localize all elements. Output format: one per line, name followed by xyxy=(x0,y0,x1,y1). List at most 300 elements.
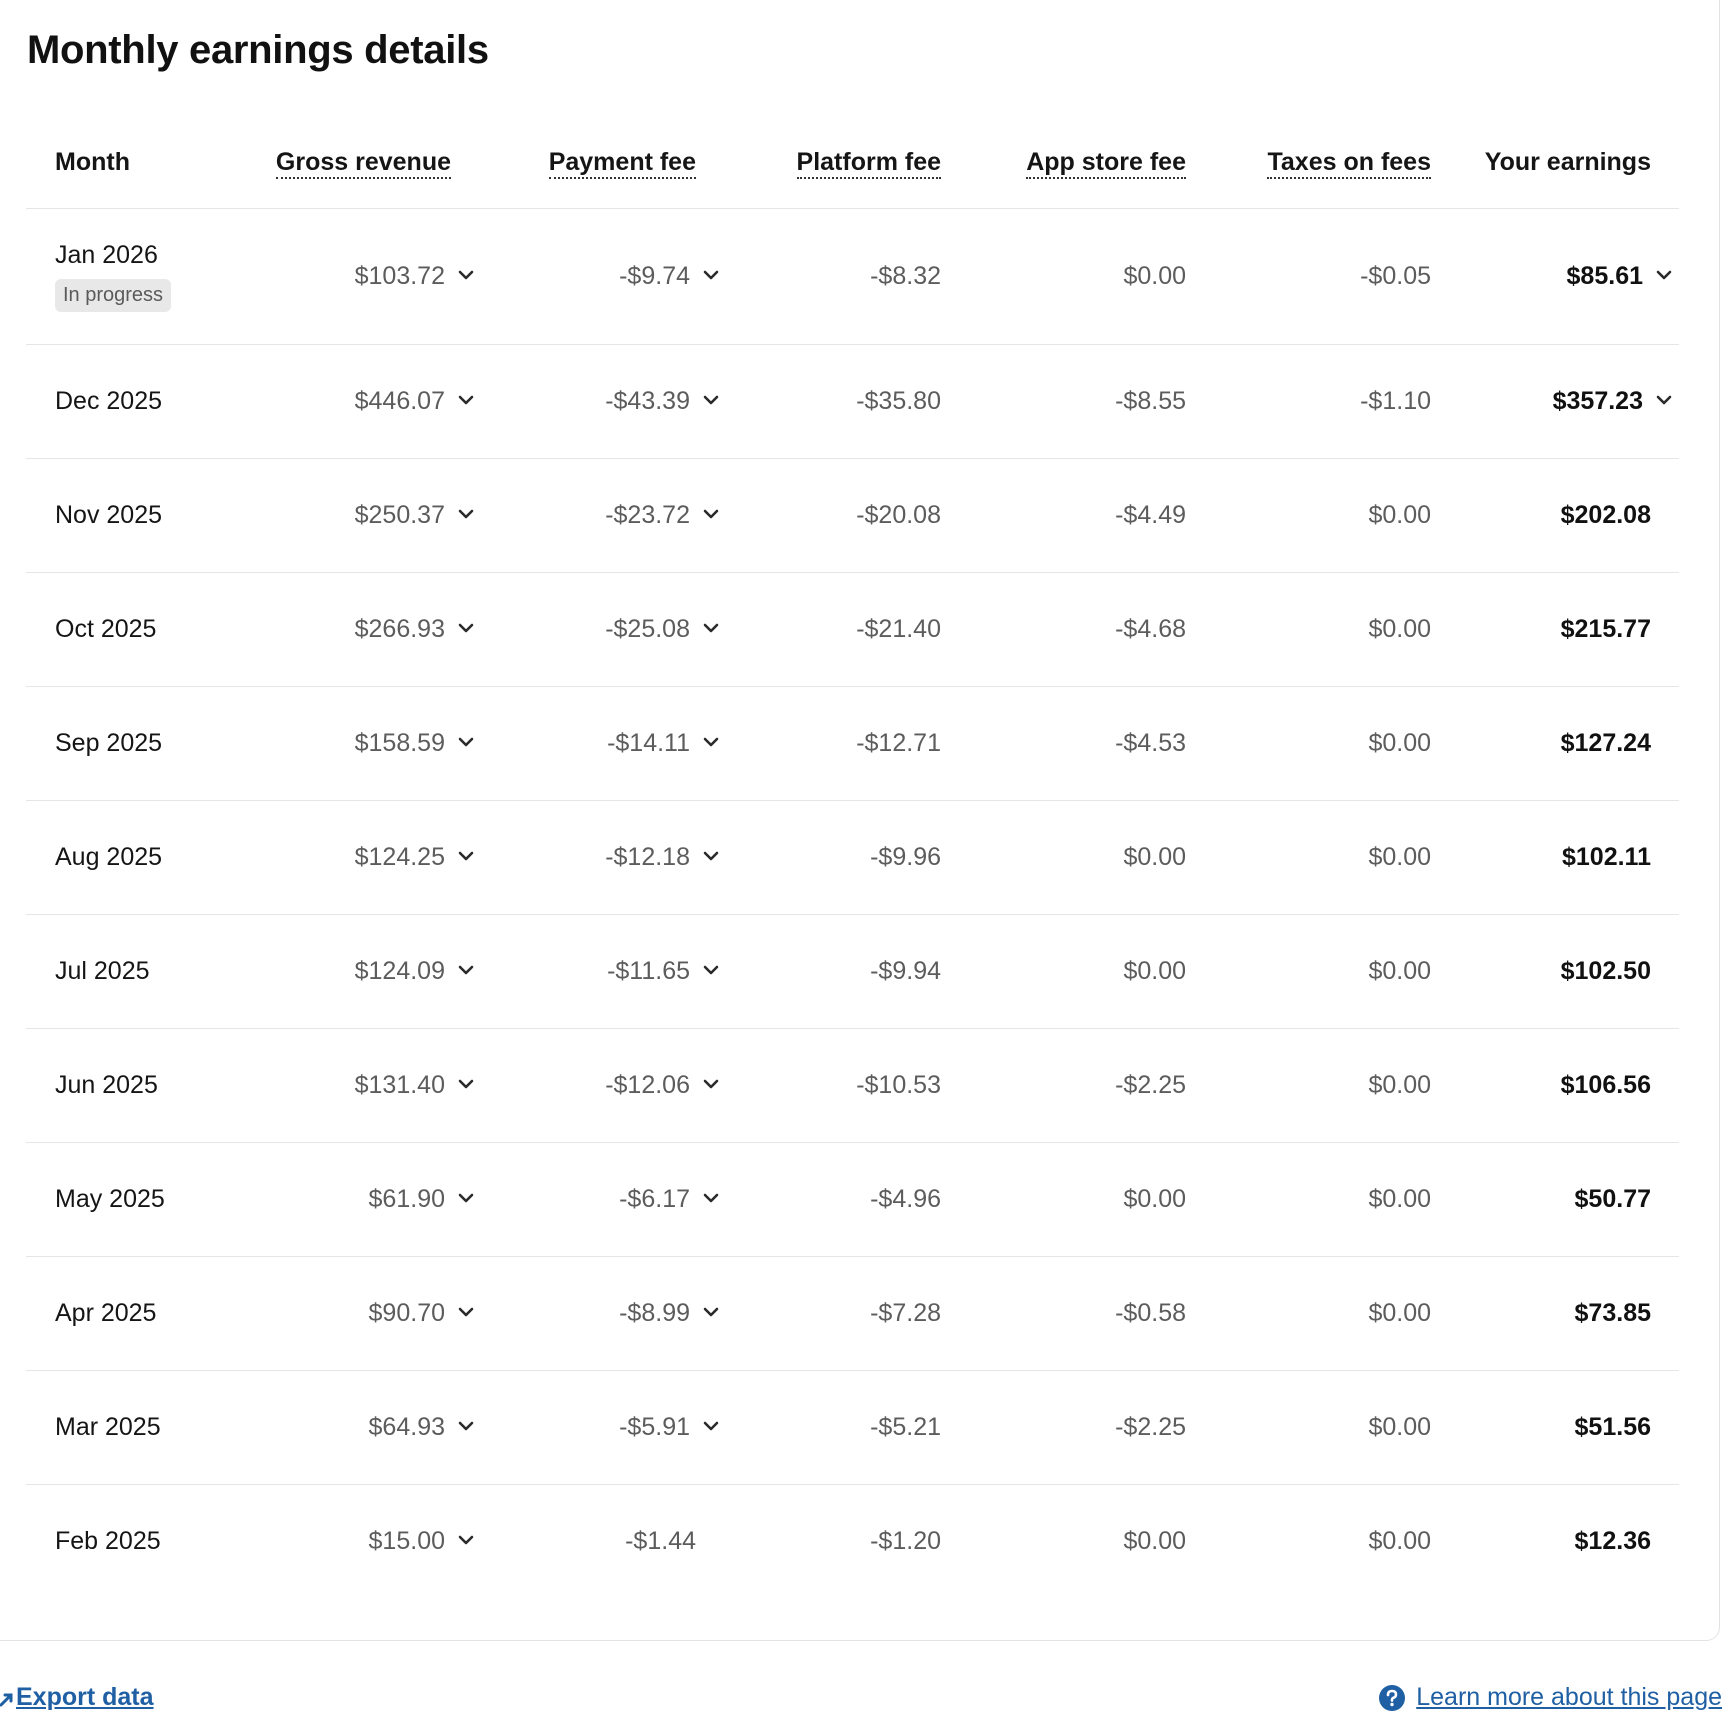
export-data-link-group[interactable] xyxy=(0,1683,154,1712)
header-app-store-fee[interactable] xyxy=(971,118,1216,208)
chevron-down-icon[interactable] xyxy=(696,1414,726,1440)
gross-revenue-value-wrap xyxy=(355,501,481,530)
your-earnings-value-wrap xyxy=(1561,1071,1651,1100)
app-store-fee-cell xyxy=(971,344,1216,458)
platform-fee-cell xyxy=(726,1484,971,1598)
your-earnings-value-wrap xyxy=(1553,387,1679,416)
gross-revenue-value: $124.09 xyxy=(354,956,445,985)
app-store-fee-cell xyxy=(971,686,1216,800)
taxes-on-fees-value: $0.00 xyxy=(1368,728,1431,757)
platform-fee-value: -$9.94 xyxy=(870,956,941,985)
gross-revenue-value-wrap xyxy=(355,615,481,644)
your-earnings-value-wrap xyxy=(1562,843,1651,872)
platform-fee-value-wrap xyxy=(856,387,941,416)
gross-revenue-value: $61.90 xyxy=(368,1184,445,1213)
payment-fee-value: -$12.18 xyxy=(605,842,690,871)
your-earnings-value: $102.50 xyxy=(1560,956,1651,985)
chevron-down-icon[interactable] xyxy=(696,616,726,642)
payment-fee-value-wrap xyxy=(605,387,726,416)
platform-fee-cell xyxy=(726,208,971,344)
table-header-row xyxy=(26,118,1679,208)
platform-fee-cell xyxy=(726,572,971,686)
your-earnings-value: $50.77 xyxy=(1574,1184,1651,1213)
app-store-fee-value-wrap xyxy=(1123,1527,1186,1556)
platform-fee-value: -$9.96 xyxy=(870,842,941,871)
chevron-down-icon[interactable] xyxy=(696,1186,726,1212)
platform-fee-value-wrap xyxy=(856,501,941,530)
payment-fee-cell xyxy=(481,1484,726,1598)
month-cell xyxy=(26,1256,236,1370)
gross-revenue-value: $103.72 xyxy=(354,261,445,290)
app-store-fee-value: $0.00 xyxy=(1123,1526,1186,1555)
taxes-on-fees-value: $0.00 xyxy=(1368,1412,1431,1441)
month-label: Mar 2025 xyxy=(55,1412,161,1441)
taxes-on-fees-cell xyxy=(1216,1256,1461,1370)
table-row xyxy=(26,1256,1679,1370)
payment-fee-value: -$25.08 xyxy=(605,614,690,643)
app-store-fee-cell xyxy=(971,1484,1216,1598)
month-cell xyxy=(26,1484,236,1598)
taxes-on-fees-value-wrap xyxy=(1368,1413,1431,1442)
your-earnings-value: $202.08 xyxy=(1560,500,1651,529)
month-label: Nov 2025 xyxy=(55,500,163,529)
chevron-down-icon[interactable] xyxy=(451,263,481,289)
month-cell xyxy=(26,208,236,344)
chevron-down-icon[interactable] xyxy=(696,1072,726,1098)
taxes-on-fees-value-wrap xyxy=(1368,1299,1431,1328)
payment-fee-value-wrap xyxy=(619,1299,726,1328)
your-earnings-cell xyxy=(1461,1142,1679,1256)
chevron-down-icon[interactable] xyxy=(696,502,726,528)
header-payment-fee[interactable] xyxy=(481,118,726,208)
header-payment-fee-label[interactable]: Payment fee xyxy=(549,148,696,179)
your-earnings-value-wrap xyxy=(1561,729,1651,758)
payment-fee-value-wrap xyxy=(605,843,726,872)
app-store-fee-cell xyxy=(971,1028,1216,1142)
payment-fee-cell[interactable] xyxy=(481,1256,726,1370)
app-store-fee-value-wrap xyxy=(1123,1185,1186,1214)
gross-revenue-cell[interactable] xyxy=(236,686,481,800)
gross-revenue-value-wrap xyxy=(369,1527,481,1556)
payment-fee-value: -$8.99 xyxy=(619,1298,690,1327)
taxes-on-fees-value: $0.00 xyxy=(1368,842,1431,871)
month-cell xyxy=(26,572,236,686)
your-earnings-value: $106.56 xyxy=(1560,1070,1651,1099)
chevron-down-icon[interactable] xyxy=(451,388,481,414)
payment-fee-value: -$5.91 xyxy=(619,1412,690,1441)
month-label: Apr 2025 xyxy=(55,1298,157,1327)
platform-fee-value-wrap xyxy=(870,1299,941,1328)
platform-fee-value-wrap xyxy=(870,1185,941,1214)
payment-fee-cell[interactable] xyxy=(481,208,726,344)
table-row xyxy=(26,1028,1679,1142)
your-earnings-cell[interactable] xyxy=(1461,208,1679,344)
taxes-on-fees-value: -$0.05 xyxy=(1360,261,1431,290)
gross-revenue-value-wrap xyxy=(355,729,481,758)
payment-fee-value: -$6.17 xyxy=(619,1184,690,1213)
your-earnings-cell xyxy=(1461,1028,1679,1142)
taxes-on-fees-cell xyxy=(1216,458,1461,572)
taxes-on-fees-value: -$1.10 xyxy=(1360,386,1431,415)
your-earnings-value: $73.85 xyxy=(1574,1298,1651,1327)
taxes-on-fees-value: $0.00 xyxy=(1368,956,1431,985)
app-store-fee-value-wrap xyxy=(1115,1071,1186,1100)
chevron-down-icon[interactable] xyxy=(696,958,726,984)
table-row xyxy=(26,458,1679,572)
app-store-fee-value-wrap xyxy=(1123,957,1186,986)
payment-fee-value-wrap xyxy=(619,1413,726,1442)
platform-fee-cell xyxy=(726,914,971,1028)
gross-revenue-value-wrap xyxy=(369,1299,481,1328)
your-earnings-cell xyxy=(1461,800,1679,914)
month-label: Aug 2025 xyxy=(55,842,163,871)
payment-fee-value: -$14.11 xyxy=(607,728,690,757)
gross-revenue-value: $64.93 xyxy=(368,1412,445,1441)
app-store-fee-value: $0.00 xyxy=(1123,1184,1186,1213)
platform-fee-value: -$20.08 xyxy=(856,500,941,529)
your-earnings-cell xyxy=(1461,1484,1679,1598)
payment-fee-value-wrap xyxy=(605,1071,726,1100)
learn-more-link[interactable]: Learn more about this page xyxy=(1416,1683,1722,1711)
platform-fee-value-wrap xyxy=(870,1527,941,1556)
your-earnings-value-wrap xyxy=(1567,262,1679,291)
app-store-fee-value-wrap xyxy=(1123,262,1186,291)
month-cell xyxy=(26,458,236,572)
app-store-fee-value-wrap xyxy=(1115,1299,1186,1328)
your-earnings-value-wrap xyxy=(1561,615,1651,644)
taxes-on-fees-value-wrap xyxy=(1360,262,1431,291)
gross-revenue-cell[interactable] xyxy=(236,914,481,1028)
your-earnings-cell xyxy=(1461,572,1679,686)
app-store-fee-value: -$2.25 xyxy=(1115,1412,1186,1441)
chevron-down-icon[interactable] xyxy=(696,730,726,756)
table-row xyxy=(26,800,1679,914)
platform-fee-value: -$12.71 xyxy=(856,728,941,757)
app-store-fee-value: $0.00 xyxy=(1123,261,1186,290)
app-store-fee-value: -$0.58 xyxy=(1115,1298,1186,1327)
gross-revenue-value: $90.70 xyxy=(368,1298,445,1327)
platform-fee-cell xyxy=(726,1028,971,1142)
your-earnings-value: $127.24 xyxy=(1560,728,1651,757)
month-cell xyxy=(26,344,236,458)
platform-fee-value: -$8.32 xyxy=(870,261,941,290)
gross-revenue-value: $446.07 xyxy=(354,386,445,415)
chevron-down-icon[interactable] xyxy=(1649,388,1679,414)
app-store-fee-value: -$4.49 xyxy=(1115,500,1186,529)
platform-fee-value-wrap xyxy=(856,615,941,644)
your-earnings-cell xyxy=(1461,458,1679,572)
taxes-on-fees-value: $0.00 xyxy=(1368,1526,1431,1555)
taxes-on-fees-value: $0.00 xyxy=(1368,614,1431,643)
taxes-on-fees-value-wrap xyxy=(1360,387,1431,416)
platform-fee-cell xyxy=(726,800,971,914)
gross-revenue-cell[interactable] xyxy=(236,1484,481,1598)
app-store-fee-cell xyxy=(971,458,1216,572)
app-store-fee-cell xyxy=(971,1370,1216,1484)
your-earnings-value: $357.23 xyxy=(1552,386,1643,415)
payment-fee-cell[interactable] xyxy=(481,1028,726,1142)
payment-fee-value-wrap xyxy=(605,501,726,530)
payment-fee-value-wrap xyxy=(607,729,726,758)
payment-fee-cell[interactable] xyxy=(481,458,726,572)
payment-fee-value-wrap xyxy=(625,1527,696,1556)
your-earnings-value: $215.77 xyxy=(1560,614,1651,643)
platform-fee-cell xyxy=(726,1370,971,1484)
header-gross-revenue[interactable] xyxy=(236,118,481,208)
gross-revenue-cell[interactable] xyxy=(236,1256,481,1370)
month-cell xyxy=(26,914,236,1028)
gross-revenue-value-wrap xyxy=(369,1185,481,1214)
taxes-on-fees-value-wrap xyxy=(1368,1527,1431,1556)
app-store-fee-value-wrap xyxy=(1115,729,1186,758)
header-taxes-on-fees-label[interactable]: Taxes on fees xyxy=(1267,148,1431,179)
chevron-down-icon[interactable] xyxy=(451,1072,481,1098)
chevron-down-icon[interactable] xyxy=(451,502,481,528)
earnings-table-wrapper xyxy=(26,118,1679,1598)
your-earnings-value: $12.36 xyxy=(1574,1526,1651,1555)
header-your-earnings: Your earnings xyxy=(1484,148,1651,177)
app-store-fee-cell xyxy=(971,914,1216,1028)
chevron-down-icon[interactable] xyxy=(451,1414,481,1440)
taxes-on-fees-value: $0.00 xyxy=(1368,1070,1431,1099)
taxes-on-fees-value-wrap xyxy=(1368,843,1431,872)
month-label: Feb 2025 xyxy=(55,1526,161,1555)
taxes-on-fees-cell xyxy=(1216,914,1461,1028)
platform-fee-cell xyxy=(726,458,971,572)
chevron-down-icon[interactable] xyxy=(451,958,481,984)
table-body xyxy=(26,208,1679,1598)
month-label: Dec 2025 xyxy=(55,386,163,415)
your-earnings-cell[interactable] xyxy=(1461,344,1679,458)
app-store-fee-cell xyxy=(971,1256,1216,1370)
taxes-on-fees-value-wrap xyxy=(1368,729,1431,758)
gross-revenue-cell[interactable] xyxy=(236,1370,481,1484)
gross-revenue-value-wrap xyxy=(369,1413,481,1442)
platform-fee-value: -$21.40 xyxy=(856,614,941,643)
export-data-link[interactable]: Export data xyxy=(16,1683,154,1711)
table-row xyxy=(26,914,1679,1028)
month-cell xyxy=(26,1028,236,1142)
platform-fee-value-wrap xyxy=(870,262,941,291)
header-platform-fee[interactable] xyxy=(726,118,971,208)
payment-fee-value: -$43.39 xyxy=(605,386,690,415)
header-gross-revenue-label[interactable]: Gross revenue xyxy=(276,148,451,179)
payment-fee-value: -$1.44 xyxy=(625,1526,696,1555)
payment-fee-value-wrap xyxy=(607,957,726,986)
payment-fee-cell[interactable] xyxy=(481,572,726,686)
payment-fee-value-wrap xyxy=(619,1185,726,1214)
platform-fee-value-wrap xyxy=(870,843,941,872)
your-earnings-cell xyxy=(1461,1256,1679,1370)
payment-fee-cell[interactable] xyxy=(481,800,726,914)
gross-revenue-cell[interactable] xyxy=(236,208,481,344)
month-label: Jul 2025 xyxy=(55,956,150,985)
chevron-down-icon[interactable] xyxy=(451,1300,481,1326)
table-row xyxy=(26,686,1679,800)
your-earnings-value-wrap xyxy=(1575,1527,1651,1556)
status-badge: In progress xyxy=(55,279,171,312)
gross-revenue-cell[interactable] xyxy=(236,800,481,914)
question-circle-icon xyxy=(1378,1684,1406,1712)
platform-fee-value-wrap xyxy=(870,957,941,986)
your-earnings-value: $102.11 xyxy=(1562,842,1651,871)
payment-fee-cell[interactable] xyxy=(481,1370,726,1484)
platform-fee-value: -$35.80 xyxy=(856,386,941,415)
taxes-on-fees-cell xyxy=(1216,1370,1461,1484)
chevron-down-icon[interactable] xyxy=(451,844,481,870)
export-arrow-icon xyxy=(0,1687,16,1709)
payment-fee-cell[interactable] xyxy=(481,344,726,458)
platform-fee-value: -$4.96 xyxy=(870,1184,941,1213)
gross-revenue-value: $124.25 xyxy=(354,842,445,871)
month-cell xyxy=(26,800,236,914)
taxes-on-fees-value-wrap xyxy=(1368,1071,1431,1100)
taxes-on-fees-cell xyxy=(1216,800,1461,914)
app-store-fee-value-wrap xyxy=(1115,1413,1186,1442)
taxes-on-fees-value-wrap xyxy=(1368,1185,1431,1214)
taxes-on-fees-cell xyxy=(1216,572,1461,686)
your-earnings-value-wrap xyxy=(1575,1185,1651,1214)
month-label: Sep 2025 xyxy=(55,728,163,757)
your-earnings-value-wrap xyxy=(1575,1299,1651,1328)
gross-revenue-value-wrap xyxy=(355,957,481,986)
platform-fee-value: -$1.20 xyxy=(870,1526,941,1555)
gross-revenue-cell[interactable] xyxy=(236,572,481,686)
platform-fee-cell xyxy=(726,344,971,458)
payment-fee-cell[interactable] xyxy=(481,686,726,800)
payment-fee-value: -$23.72 xyxy=(605,500,690,529)
gross-revenue-cell[interactable] xyxy=(236,1142,481,1256)
table-row xyxy=(26,1142,1679,1256)
taxes-on-fees-value-wrap xyxy=(1368,615,1431,644)
gross-revenue-value: $131.40 xyxy=(354,1070,445,1099)
chevron-down-icon[interactable] xyxy=(696,263,726,289)
taxes-on-fees-value: $0.00 xyxy=(1368,500,1431,529)
chevron-down-icon[interactable] xyxy=(696,844,726,870)
app-store-fee-value-wrap xyxy=(1115,387,1186,416)
taxes-on-fees-value-wrap xyxy=(1368,501,1431,530)
chevron-down-icon[interactable] xyxy=(451,616,481,642)
platform-fee-value: -$10.53 xyxy=(856,1070,941,1099)
month-label: Jan 2026 xyxy=(55,240,158,269)
header-platform-fee-label[interactable]: Platform fee xyxy=(797,148,941,179)
chevron-down-icon[interactable] xyxy=(1649,263,1679,289)
table-row xyxy=(26,344,1679,458)
payment-fee-cell[interactable] xyxy=(481,1142,726,1256)
app-store-fee-value: -$8.55 xyxy=(1115,386,1186,415)
taxes-on-fees-value-wrap xyxy=(1368,957,1431,986)
app-store-fee-value: $0.00 xyxy=(1123,956,1186,985)
gross-revenue-value: $250.37 xyxy=(354,500,445,529)
month-cell xyxy=(26,1142,236,1256)
month-label: May 2025 xyxy=(55,1184,165,1213)
platform-fee-cell xyxy=(726,1142,971,1256)
chevron-down-icon[interactable] xyxy=(451,1186,481,1212)
payment-fee-value: -$12.06 xyxy=(605,1070,690,1099)
chevron-down-icon[interactable] xyxy=(451,730,481,756)
gross-revenue-cell[interactable] xyxy=(236,458,481,572)
app-store-fee-value-wrap xyxy=(1123,843,1186,872)
taxes-on-fees-cell xyxy=(1216,1142,1461,1256)
table-row xyxy=(26,572,1679,686)
app-store-fee-value: -$2.25 xyxy=(1115,1070,1186,1099)
chevron-down-icon[interactable] xyxy=(696,388,726,414)
platform-fee-value: -$7.28 xyxy=(870,1298,941,1327)
table-row xyxy=(26,208,1679,344)
app-store-fee-cell xyxy=(971,800,1216,914)
your-earnings-cell xyxy=(1461,914,1679,1028)
platform-fee-cell xyxy=(726,686,971,800)
header-taxes-on-fees[interactable] xyxy=(1216,118,1461,208)
platform-fee-cell xyxy=(726,1256,971,1370)
help-link-group[interactable] xyxy=(1378,1683,1722,1712)
table-row xyxy=(26,1484,1679,1598)
table-row xyxy=(26,1370,1679,1484)
gross-revenue-value-wrap xyxy=(355,387,481,416)
chevron-down-icon[interactable] xyxy=(696,1300,726,1326)
platform-fee-value-wrap xyxy=(856,729,941,758)
gross-revenue-cell[interactable] xyxy=(236,1028,481,1142)
taxes-on-fees-value: $0.00 xyxy=(1368,1184,1431,1213)
your-earnings-value-wrap xyxy=(1561,957,1651,986)
gross-revenue-value: $266.93 xyxy=(354,614,445,643)
your-earnings-cell xyxy=(1461,1370,1679,1484)
taxes-on-fees-cell xyxy=(1216,344,1461,458)
page-title: Monthly earnings details xyxy=(27,28,489,72)
app-store-fee-value-wrap xyxy=(1115,501,1186,530)
app-store-fee-value-wrap xyxy=(1115,615,1186,644)
header-month: Month xyxy=(55,148,130,177)
payment-fee-value-wrap xyxy=(605,615,726,644)
taxes-on-fees-cell xyxy=(1216,1028,1461,1142)
gross-revenue-value-wrap xyxy=(355,1071,481,1100)
app-store-fee-cell xyxy=(971,208,1216,344)
your-earnings-value-wrap xyxy=(1561,501,1651,530)
payment-fee-value: -$11.65 xyxy=(607,956,690,985)
your-earnings-value-wrap xyxy=(1575,1413,1651,1442)
app-store-fee-value: -$4.68 xyxy=(1115,614,1186,643)
payment-fee-value: -$9.74 xyxy=(619,261,690,290)
payment-fee-value-wrap xyxy=(619,262,726,291)
gross-revenue-value: $15.00 xyxy=(368,1526,445,1555)
platform-fee-value-wrap xyxy=(870,1413,941,1442)
gross-revenue-value-wrap xyxy=(355,843,481,872)
your-earnings-value: $51.56 xyxy=(1574,1412,1651,1441)
platform-fee-value-wrap xyxy=(856,1071,941,1100)
gross-revenue-cell[interactable] xyxy=(236,344,481,458)
month-cell xyxy=(26,1370,236,1484)
chevron-down-icon[interactable] xyxy=(451,1528,481,1554)
app-store-fee-cell xyxy=(971,1142,1216,1256)
app-store-fee-value: $0.00 xyxy=(1123,842,1186,871)
gross-revenue-value-wrap xyxy=(355,262,481,291)
taxes-on-fees-cell xyxy=(1216,686,1461,800)
earnings-table xyxy=(26,118,1679,1598)
your-earnings-cell xyxy=(1461,686,1679,800)
app-store-fee-value: -$4.53 xyxy=(1115,728,1186,757)
month-label: Jun 2025 xyxy=(55,1070,158,1099)
gross-revenue-value: $158.59 xyxy=(354,728,445,757)
app-store-fee-cell xyxy=(971,572,1216,686)
month-label: Oct 2025 xyxy=(55,614,157,643)
header-app-store-fee-label[interactable]: App store fee xyxy=(1026,148,1186,179)
platform-fee-value: -$5.21 xyxy=(870,1412,941,1441)
taxes-on-fees-value: $0.00 xyxy=(1368,1298,1431,1327)
taxes-on-fees-cell xyxy=(1216,208,1461,344)
payment-fee-cell[interactable] xyxy=(481,914,726,1028)
month-cell xyxy=(26,686,236,800)
taxes-on-fees-cell xyxy=(1216,1484,1461,1598)
